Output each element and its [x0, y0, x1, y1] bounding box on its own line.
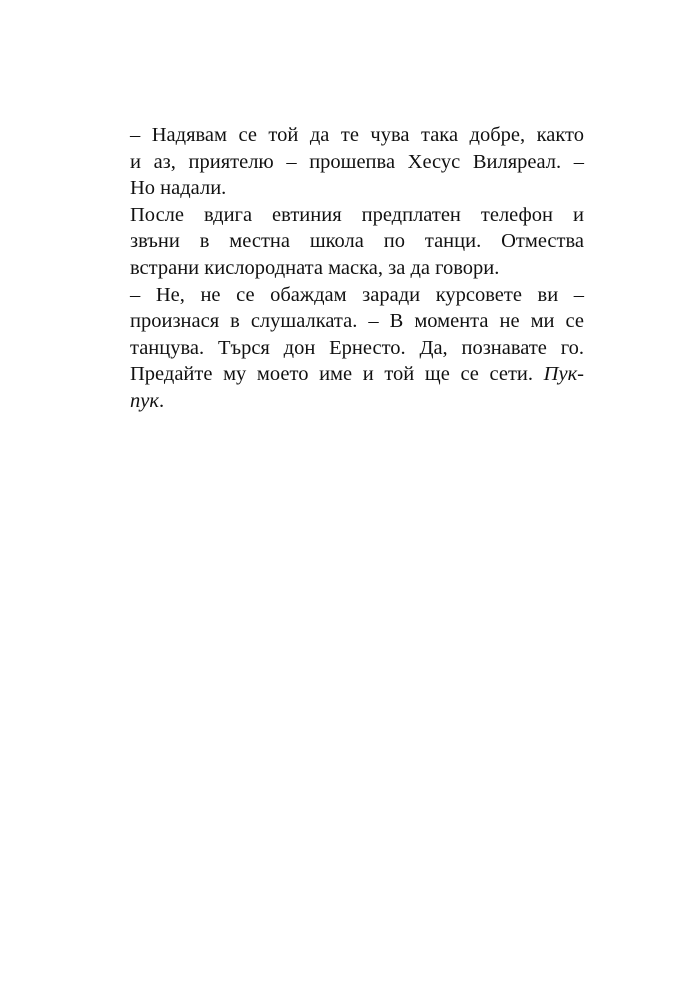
text-line: и аз, приятелю – прошепва Хесус Вилярeал. – [130, 150, 584, 173]
text-line: танцува. Търся дон Ернесто. Да, познавате го. [130, 336, 584, 359]
text-line: – Надявам се той да те чува така добре, както [130, 124, 584, 146]
paragraph-2 [130, 202, 584, 282]
text-line: Но надали. [130, 177, 227, 200]
text-line: встрани кислородната маска, за да говори. [130, 256, 500, 279]
text-line: После вдига евтиния предплатен телефон и [130, 203, 584, 226]
body-text [130, 122, 584, 415]
paragraph-3 [130, 282, 584, 415]
italic-word: пук [130, 389, 159, 412]
text-line-final [130, 388, 584, 415]
text-segment: Предайте му моето име и той ще се сети. [130, 363, 534, 386]
text-line-with-italic [130, 361, 584, 388]
italic-word: Пук- [543, 363, 584, 386]
paragraph-1 [130, 122, 584, 202]
text-line: звъни в местна школа по танци. Отмества [130, 230, 584, 253]
text-line: произнася в слушалката. – В момента не ми се [130, 310, 584, 333]
punctuation: . [158, 389, 165, 412]
text-line: – Не, не се обаждам заради курсовете ви – [130, 283, 584, 306]
